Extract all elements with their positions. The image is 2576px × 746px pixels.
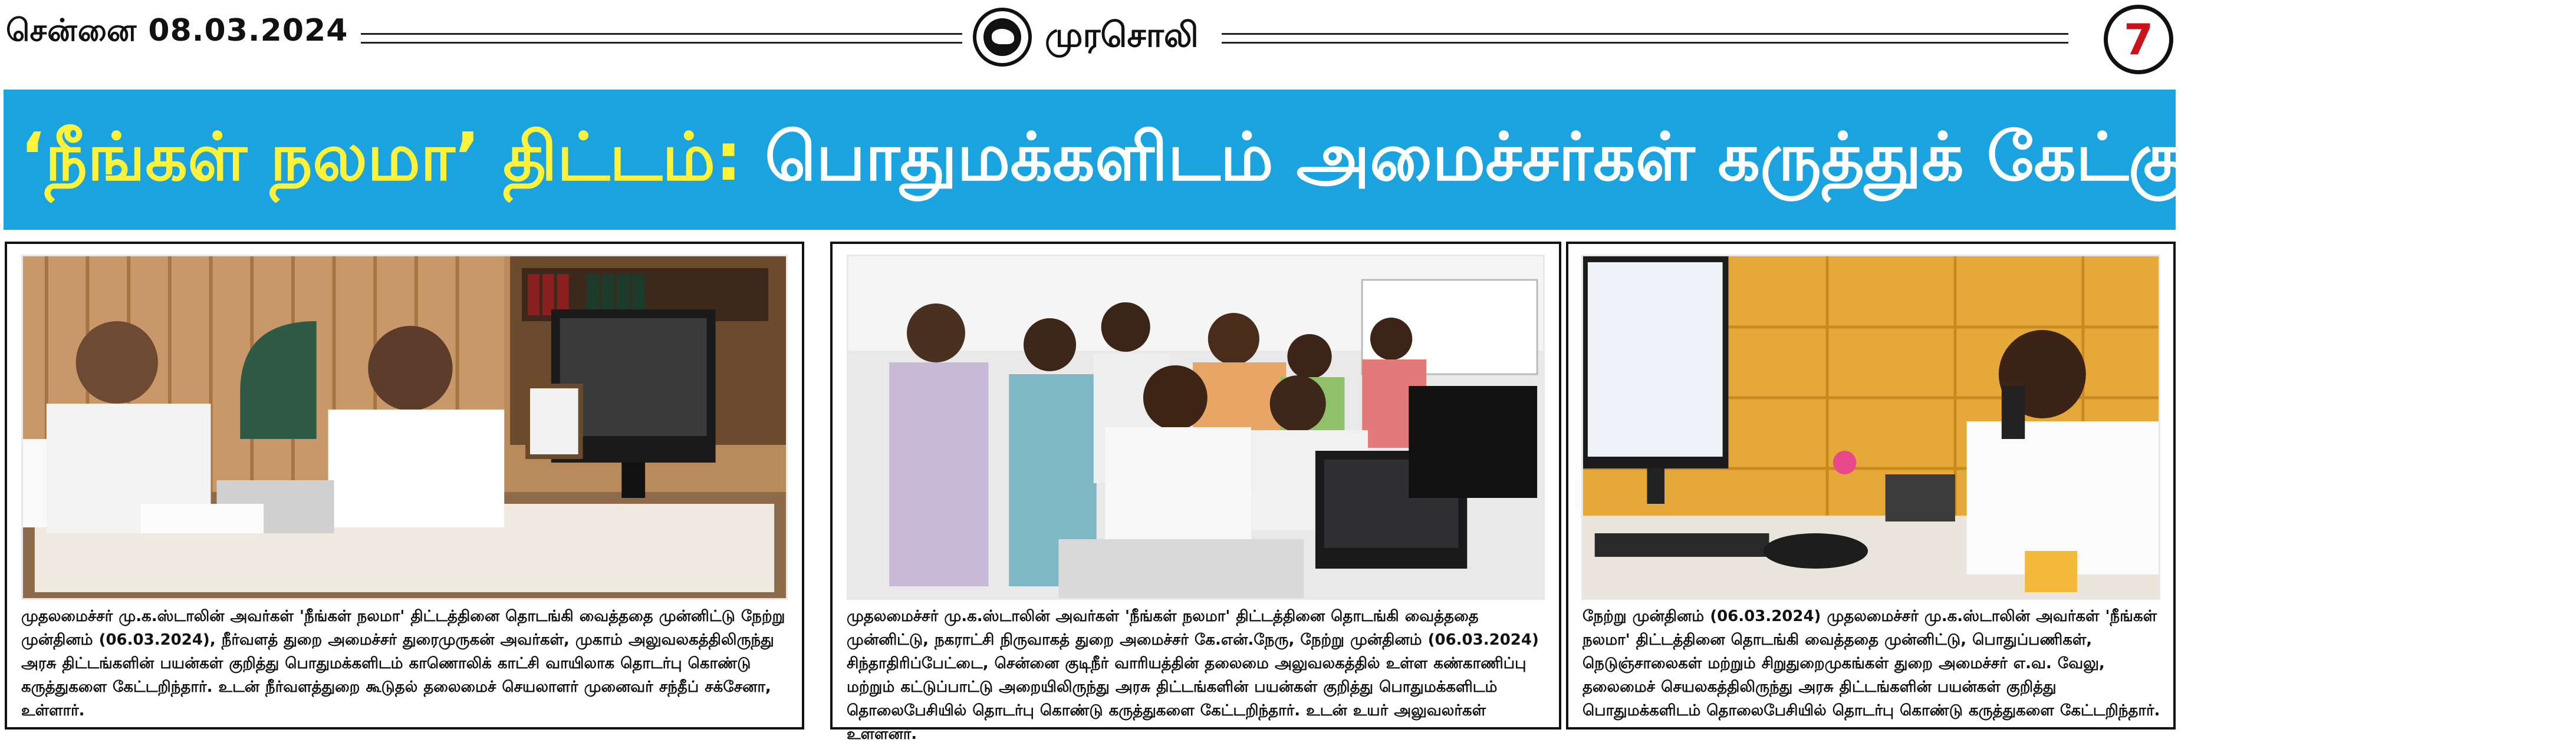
- photo-caption-3: நேற்று முன்தினம் (06.03.2024) முதலமைச்சர் மு.க.ஸ்டாலின் அவர்கள் 'நீங்கள் நலமா' திட்டத்தினை தொடங்கி வைத்ததை முன்னிட்டு, பொதுப்பணிகள், நெடுஞ்சாலைகள் மற்றும் சிறுதுறைமுகங்கள் துறை அமைச்சர் எ.வ. வேலு, தலைமைச் செயலகத்திலிருந்து அரசு திட்டங்களின் பயன்கள் குறித்து பொதுமக்களிடம் தொலைபேசியில் தொடர்பு கொண்டு கருத்துகளை கேட்டறிந்தார்.: [1583, 608, 2160, 719]
- page-number-badge: 7: [2104, 5, 2173, 74]
- page-header: [0, 0, 2180, 77]
- paper-name: முரசொலி: [1045, 15, 1199, 55]
- photo-caption-2: முதலமைச்சர் மு.க.ஸ்டாலின் அவர்கள் 'நீங்கள் நலமா' திட்டத்தினை தொடங்கி வைத்ததை முன்னிட்டு, நகராட்சி நிருவாகத் துறை அமைச்சர் கே.என்.நேரு, நேற்று முன்தினம் (06.03.2024) சிந்தாதிரிப்பேட்டை, சென்னை குடிநீர் வாரியத்தின் தலைமை அலுவலகத்தில் உள்ள கண்காணிப்பு மற்றும் கட்டுப்பாட்டு அறையிலிருந்து அரசு திட்டங்களின் பயன்கள் குறித்து பொதுமக்களிடம் தொலைபேசியில் தொடர்பு கொண்டு கருத்துகளை கேட்டறிந்தார். உடன் உயர் அலுவலர்கள் உள்ளனர்.: [847, 608, 1539, 743]
- header-rule-right: [1222, 33, 2068, 44]
- bull-emblem-icon: [973, 8, 1032, 67]
- masthead: [973, 5, 1199, 70]
- photo-caption-1: முதலமைச்சர் மு.க.ஸ்டாலின் அவர்கள் 'நீங்கள் நலமா' திட்டத்தினை தொடங்கி வைத்ததை முன்னிட்டு நேற்று முன்தினம் (06.03.2024), நீர்வளத் துறை அமைச்சர் துரைமுருகன் அவர்கள், முகாம் அலுவலகத்திலிருந்து அரசு திட்டங்களின் பயன்கள் குறித்து பொதுமக்களிடம் காணொலிக் காட்சி வாயிலாக தொடர்பு கொண்டு கருத்துகளை கேட்டறிந்தார். உடன் நீர்வளத்துறை கூடுதல் தலைமைச் செயலாளர் முனைவர் சந்தீப் சக்சேனா, உள்ளார்.: [21, 608, 785, 719]
- headline: [20, 113, 2576, 202]
- photo-panel-1: [5, 242, 804, 730]
- headline-banner: [4, 90, 2576, 230]
- news-photo-3: [1581, 255, 2160, 600]
- header-rule-left: [361, 33, 962, 44]
- photo-panel-3: [1566, 242, 2176, 730]
- news-photo-1: [21, 255, 788, 600]
- headline-accent: ‘நீங்கள் நலமா’ திட்டம்:: [20, 119, 742, 196]
- dateline: சென்னை 08.03.2024: [6, 13, 348, 48]
- headline-rest: பொதுமக்களிடம் அமைச்சர்கள் கருத்துக் கேட்கும் காட்சிகள்!: [742, 119, 2576, 196]
- news-photo-2: [847, 255, 1545, 600]
- photo-panel-2: [830, 242, 1561, 743]
